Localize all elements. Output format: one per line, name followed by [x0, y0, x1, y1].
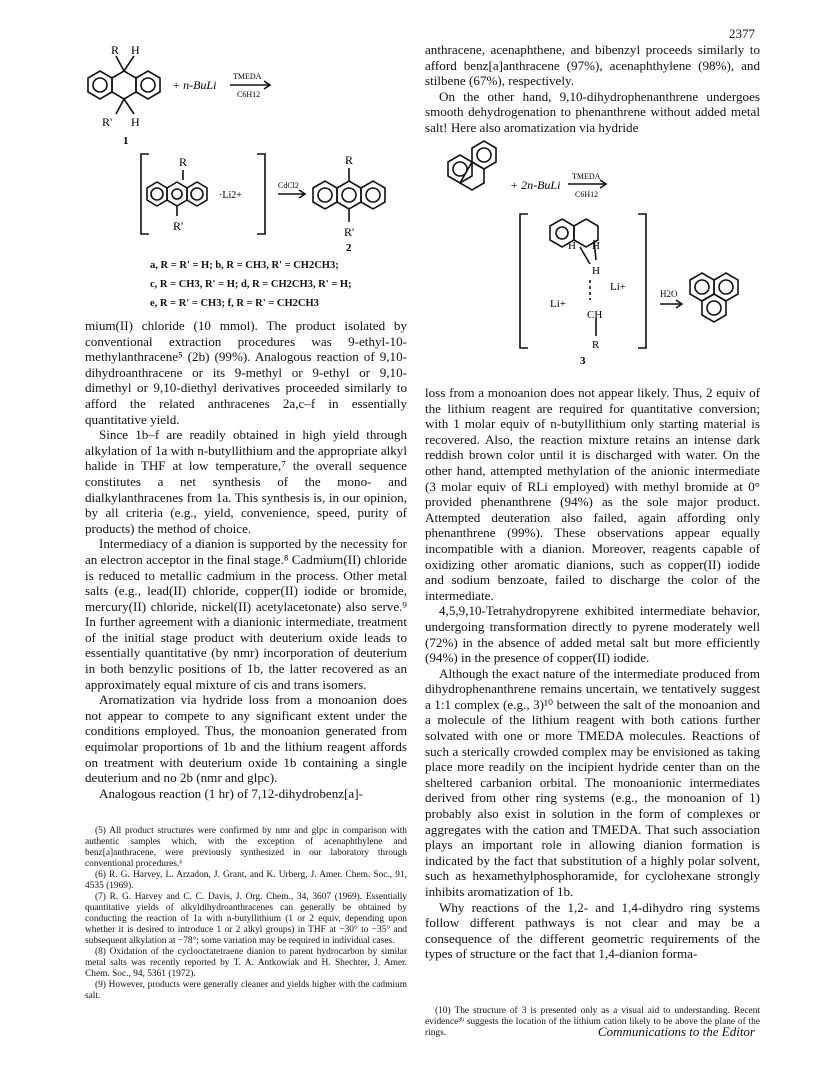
svg-text:Li+: Li+: [550, 298, 566, 310]
svg-text:R': R': [102, 115, 113, 129]
svg-text:R: R: [179, 155, 188, 169]
svg-text:C6H12: C6H12: [575, 190, 599, 199]
paragraph: On the other hand, 9,10-dihydrophenanthrene undergoes smooth dehydrogenation to phenanthrene without added metal salt! Here also aromatization via hydride: [425, 88, 760, 135]
scheme-2-dianion-to-anthracene: [135, 148, 405, 258]
svg-text:CH: CH: [587, 309, 603, 321]
legend-line-1: a, R = R' = H; b, R = CH3, R' = CH2CH3;: [150, 260, 339, 271]
svg-text:C6H12: C6H12: [237, 90, 261, 99]
scheme-1-dihydroanthracene-reaction: [80, 40, 310, 150]
left-footnotes: [85, 826, 407, 1002]
svg-text:TMEDA: TMEDA: [233, 72, 262, 81]
footnote: (6) R. G. Harvey, L. Arzadon, J. Grant, and K. Urberg, J. Amer. Chem. Soc., 91, 4535 (1969).: [85, 870, 407, 891]
paragraph: anthracene, acenaphthene, and bibenzyl proceeds similarly to afford benz[a]anthracene (97%), acenaphthylene (98%), and stilbene (67%), respectively.: [425, 42, 760, 89]
paragraph: mium(II) chloride (10 mmol). The product isolated by conventional extraction procedures was 9-ethyl-10-methylanthracene⁵ (2b) (99%). Analogous reaction of 9,10-dihydroanthracene or its 9-methyl or 9-ethyl or 9,10-dimethyl or 9,10-diethyl derivatives proceeded similarly to afford the related anthracenes 2a,c–f in essentially quantitative yield.: [85, 318, 407, 427]
footnote: (7) R. G. Harvey and C. C. Davis, J. Org. Chem., 34, 3607 (1969). Essentially quantitative yields of alkyldihydroanthracenes can generally be obtained by conducting the reaction of 1a with n-butyllithium (1 or 2 equiv, depending upon whether it is desired to introduce 1 or 2 alkyl groups) in THF at −30° to −35° and subsequent alkylation at −78°; some variation may be required in individual cases.: [85, 892, 407, 946]
svg-text:R': R': [173, 219, 184, 233]
svg-text:3: 3: [580, 355, 586, 365]
svg-text:H: H: [131, 43, 140, 57]
svg-text:·Li2+: ·Li2+: [219, 190, 242, 201]
svg-text:R: R: [592, 339, 600, 351]
svg-text:+ 2n-BuLi: + 2n-BuLi: [510, 178, 561, 192]
svg-text:R: R: [111, 43, 120, 57]
right-column-body: [425, 385, 760, 962]
svg-text:1: 1: [123, 135, 129, 147]
paragraph: Why reactions of the 1,2- and 1,4-dihydro ring systems follow different pathways is not clear and may be a consequence of the different geometric requirements of the types of structure or the fact that 1,4-dianion forma-: [425, 899, 760, 962]
svg-text:H: H: [131, 115, 140, 129]
footnote: (9) However, products were generally cleaner and yields higher with the cadmium salt.: [85, 980, 407, 1001]
svg-text:R': R': [344, 225, 355, 239]
right-column-top: [425, 42, 760, 136]
svg-text:2: 2: [346, 242, 352, 254]
legend-line-2: c, R = CH3, R' = H; d, R = CH2CH3, R' = H;: [150, 279, 352, 290]
svg-text:TMEDA: TMEDA: [572, 172, 601, 181]
paragraph: Since 1b–f are readily obtained in high yield through alkylation of 1a with n-butyllithium and the appropriate alkyl halide in THF at low temperature,⁷ the overall sequence constitutes a net synthesis of the mono- and dialkylanthracenes from 1a. This synthesis is, in our opinion, by all criteria (e.g., yield, convenience, speed, purity of products) the method of choice.: [85, 427, 407, 536]
paragraph: Analogous reaction (1 hr) of 7,12-dihydrobenz[a]-: [99, 785, 363, 801]
footnote: (8) Oxidation of the cyclooctatetraene dianion to parent hydrocarbon by similar metal salts was recently reported by T. A. Antkowiak and H. Shechter, J. Amer. Chem. Soc., 94, 5361 (1972).: [85, 947, 407, 979]
legend-line-3: e, R = R' = CH3; f, R = R' = CH2CH3: [150, 298, 319, 309]
svg-text:R: R: [345, 153, 354, 167]
compound-legend: [150, 256, 352, 313]
journal-section-footer: Communications to the Editor: [597, 1024, 755, 1039]
paragraph: Aromatization via hydride loss from a monoanion does not appear to compete to any significant extent under the conditions employed. Thus, the monoanion generated from equimolar proportions of 1b and the lithium reagent affords on treatment with deuterium oxide 1b containing a single deuterium and no 2b (nmr and glpc).: [85, 692, 407, 786]
svg-text:H: H: [592, 265, 600, 277]
left-column-body: [85, 318, 407, 801]
paragraph: 4,5,9,10-Tetrahydropyrene exhibited intermediate behavior, undergoing transformation directly to pyrene moderately well (72%) in the absence of added metal salt but more efficiently (94%) in the presence of copper(II) iodide.: [425, 603, 760, 666]
paragraph: Intermediacy of a dianion is supported by the necessity for an electron acceptor in the final stage.⁸ Cadmium(II) chloride is reduced to metallic cadmium in the process. Other metal salts (e.g., lead(II) chloride, copper(II) iodide or bromide, mercury(II) chloride, nickel(II) acetylacetonate) also serve.⁹ In further agreement with a dianionic intermediate, treatment of the initial stage product with deuterium oxide leads to essentially quantitative (by nmr) incorporation of deuterium in both benzylic positions of 1b, the latter recovered as an approximately equal mixture of cis and trans isomers.: [85, 536, 407, 692]
paragraph: Although the exact nature of the intermediate produced from dihydrophenanthrene remains uncertain, we tentatively suggest a 1:1 complex (e.g., 3)¹⁰ between the salt of the monoanion and a molecule of the lithium reagent with both cations further solvated with one or more TMEDA molecules. Reactions of such a sterically crowded complex may be envisioned as taking place more readily on the incipient hydride center than on the sheltered carbanion orbital. The monoanionic intermediates derived from other ring systems (e.g., the monoanion of 1) probably also exist in solution in the form of complexes or aggregates with the cation and TMEDA. That such association plays an important role in allowing dianion formation is indicated by the fact that substitution of a highly polar solvent, such as hexamethylphosphoramide, for cyclohexane strongly inhibits aromatization of 1b.: [425, 665, 760, 899]
svg-text:H: H: [592, 240, 600, 252]
scheme-3-dihydrophenanthrene-complex: [420, 140, 760, 365]
footnote: (10) The structure of 3 is presented only as a visual aid to understanding. Recent evidence³ᵇ suggests the location of the lithium cation likely to be above the plane of the rings.: [425, 1006, 760, 1038]
svg-text:H2O: H2O: [660, 289, 678, 299]
svg-text:Li+: Li+: [610, 281, 626, 293]
svg-text:H: H: [568, 240, 576, 252]
svg-text:CdCl2: CdCl2: [278, 181, 299, 190]
paragraph: loss from a monoanion does not appear likely. Thus, 2 equiv of the lithium reagent are required for quantitative conversion; with 1 molar equiv of n-butyllithium only starting material is recovered. Also, the reaction mixture retains an intense dark reddish brown color until it is discharged with water. On the other hand, attempted methylation of the anionic intermediate (3 molar equiv of RLi employed) with methyl bromide at 0° provided phenanthrene (94%) as the sole major product. Attempted deuteration also failed, again affording only phenanthrene (99%). These observations appear equally incompatible with a dianion. Moreover, reagents capable of oxidizing other aromatic dianions, such as copper(II) iodide and sodium benzoate, failed to discharge the color of the intermediate.: [425, 385, 760, 603]
page-number: 2377: [729, 26, 755, 41]
footnote: (5) All product structures were confirmed by nmr and glpc in comparison with authentic samples which, with the exception of acenaphthylene and benz[a]anthracene, were previously synthesized in our laboratory through conventional procedures.⁶: [85, 826, 407, 869]
svg-text:+ n-BuLi: + n-BuLi: [172, 78, 217, 92]
